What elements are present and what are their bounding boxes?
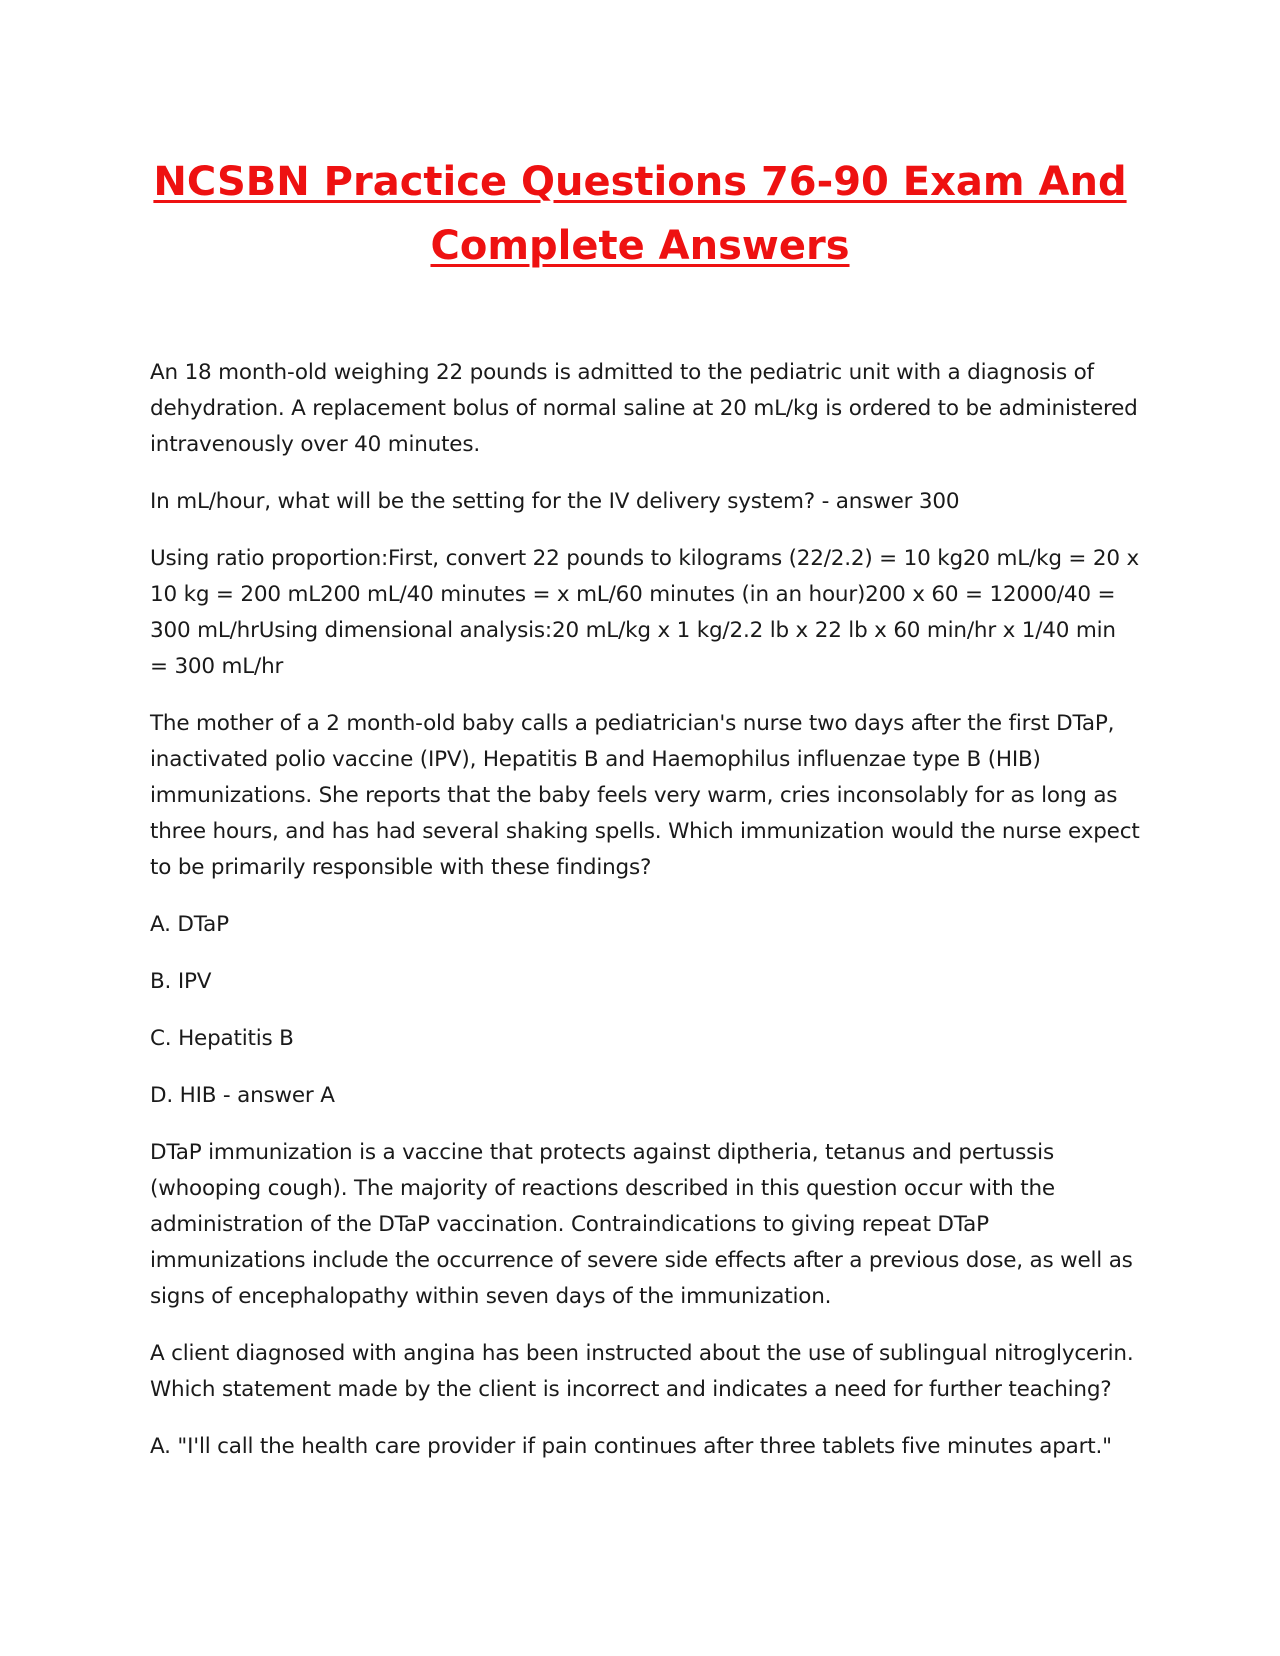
question-3-option-a: A. "I'll call the health care provider if pain continues after three tablets five minutes apart." [150, 1434, 1112, 1459]
question-2-option-a: A. DTaP [150, 912, 229, 937]
question-2-stem: The mother of a 2 month-old baby calls a pediatrician's nurse two days after the first DTaP, inactivated polio vaccine (IPV), Hepatitis B and Haemophilus influenzae type B (HIB) immunizations. She reports that the baby feels very warm, cries inconsolably for as long as three hours, and has had several shaking spells. Which immunization would the nurse expect to be primarily responsible with these findings? [150, 711, 1140, 880]
title-line-1: NCSBN Practice Questions 76-90 Exam And [153, 159, 1127, 205]
question-2-rationale: DTaP immunization is a vaccine that protects against diptheria, tetanus and pertussis (whooping cough). The majority of reactions described in this question occur with the administration of the DTaP vaccination. Contraindications to giving repeat DTaP immunizations include the occurrence of severe side effects after a previous dose, as well as signs of encephalopathy within seven days of the immunization. [150, 1140, 1133, 1309]
question-1-rationale: Using ratio proportion:First, convert 22 pounds to kilograms (22/2.2) = 10 kg20 mL/kg = 20 x 10 kg = 200 mL200 mL/40 minutes = x mL/60 minutes (in an hour)200 x 60 = 12000/40 = 300 mL/hrUsing dimensional analysis:20 mL/kg x 1 kg/2.2 lb x 22 lb x 60 min/hr x 1/40 min = 300 mL/hr [150, 546, 1139, 679]
question-1-prompt-answer: In mL/hour, what will be the setting for the IV delivery system? - answer 300 [150, 489, 960, 514]
question-3-stem: A client diagnosed with angina has been instructed about the use of sublingual nitroglycerin. Which statement made by the client is incorrect and indicates a need for further teaching? [150, 1341, 1134, 1402]
question-2-option-c: C. Hepatitis B [150, 1026, 294, 1051]
question-2-option-b: B. IPV [150, 969, 212, 994]
document-body [150, 355, 1140, 1486]
question-2-option-d-answer: D. HIB - answer A [150, 1083, 335, 1108]
title-line-2: Complete Answers [430, 223, 850, 269]
question-1-stem: An 18 month-old weighing 22 pounds is admitted to the pediatric unit with a diagnosis of dehydration. A replacement bolus of normal saline at 20 mL/kg is ordered to be administered intravenously over 40 minutes. [150, 360, 1138, 457]
document-title [150, 150, 1130, 278]
